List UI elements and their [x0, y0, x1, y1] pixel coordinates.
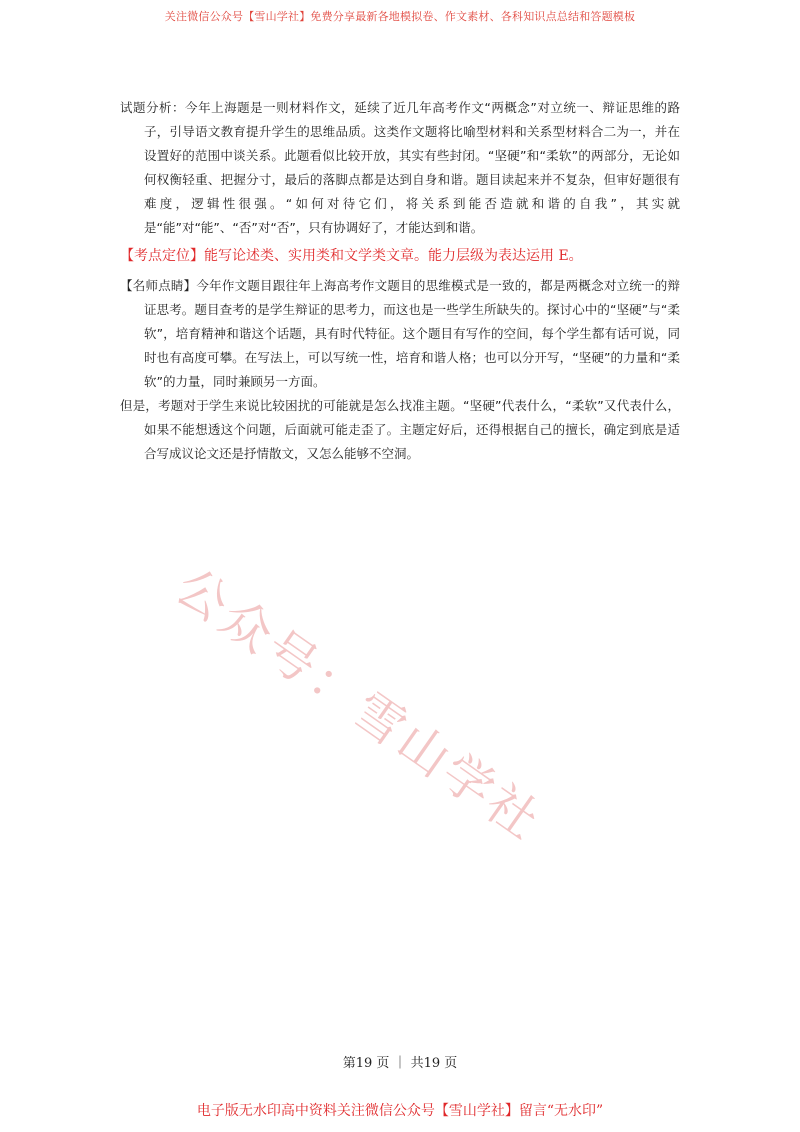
- keypoint-paragraph: 【考点定位】能写论述类、实用类和文学类文章。能力层级为表达运用 E。: [120, 248, 583, 264]
- extra-paragraph: 但是，考题对于学生来说比较困扰的可能就是怎么找准主题。“坚硬”代表什么，“柔软”又代表什么，如果不能想透这个问题，后面就可能走歪了。主题定好后，还得根据自己的擅长，确定到底是适合写成议论文还是抒情散文，又怎么能够不空洞。: [120, 398, 680, 461]
- teacher-tip-paragraph: 【名师点睛】今年作文题目跟往年上海高考作文题目的思维模式是一致的，都是两概念对立统一的辩证思考。题目查考的是学生辩证的思考力，而这也是一些学生所缺失的。探讨心中的“坚硬”与“柔软”，培育精神和谐这个话题，具有时代特征。这个题目有写作的空间，每个学生都有话可说，同时也有高度可攀。在写法上，可以写统一性，培育和谐人格；也可以分开写，“坚硬”的力量和“柔软”的力量，同时兼顾另一方面。: [120, 278, 680, 389]
- watermark: 公众号：雪山学社: [165, 557, 553, 853]
- document-body: [120, 96, 680, 466]
- top-promo-banner: 关注微信公众号【雪山学社】免费分享最新各地模拟卷、作文素材、各科知识点总结和答题模板: [164, 10, 636, 23]
- page-number: 第19 页 ｜ 共19 页: [342, 1056, 458, 1071]
- analysis-paragraph: 试题分析：今年上海题是一则材料作文，延续了近几年高考作文“两概念”对立统一、辩证思维的路子，引导语文教育提升学生的思维品质。这类作文题将比喻型材料和关系型材料合二为一，并在设置好的范围中谈关系。此题看似比较开放，其实有些封闭。“坚硬”和“柔软”的两部分，无论如何权衡轻重、把握分寸，最后的落脚点都是达到自身和谐。题目读起来并不复杂，但审好题很有难度，逻辑性很强。“如何对待它们，将关系到能否造就和谐的自我”，其实就是“能”对“能”、“否”对“否”，只有协调好了，才能达到和谐。: [120, 100, 680, 235]
- bottom-promo-banner: 电子版无水印高中资料关注微信公众号【雪山学社】留言“无水印”: [196, 1103, 604, 1119]
